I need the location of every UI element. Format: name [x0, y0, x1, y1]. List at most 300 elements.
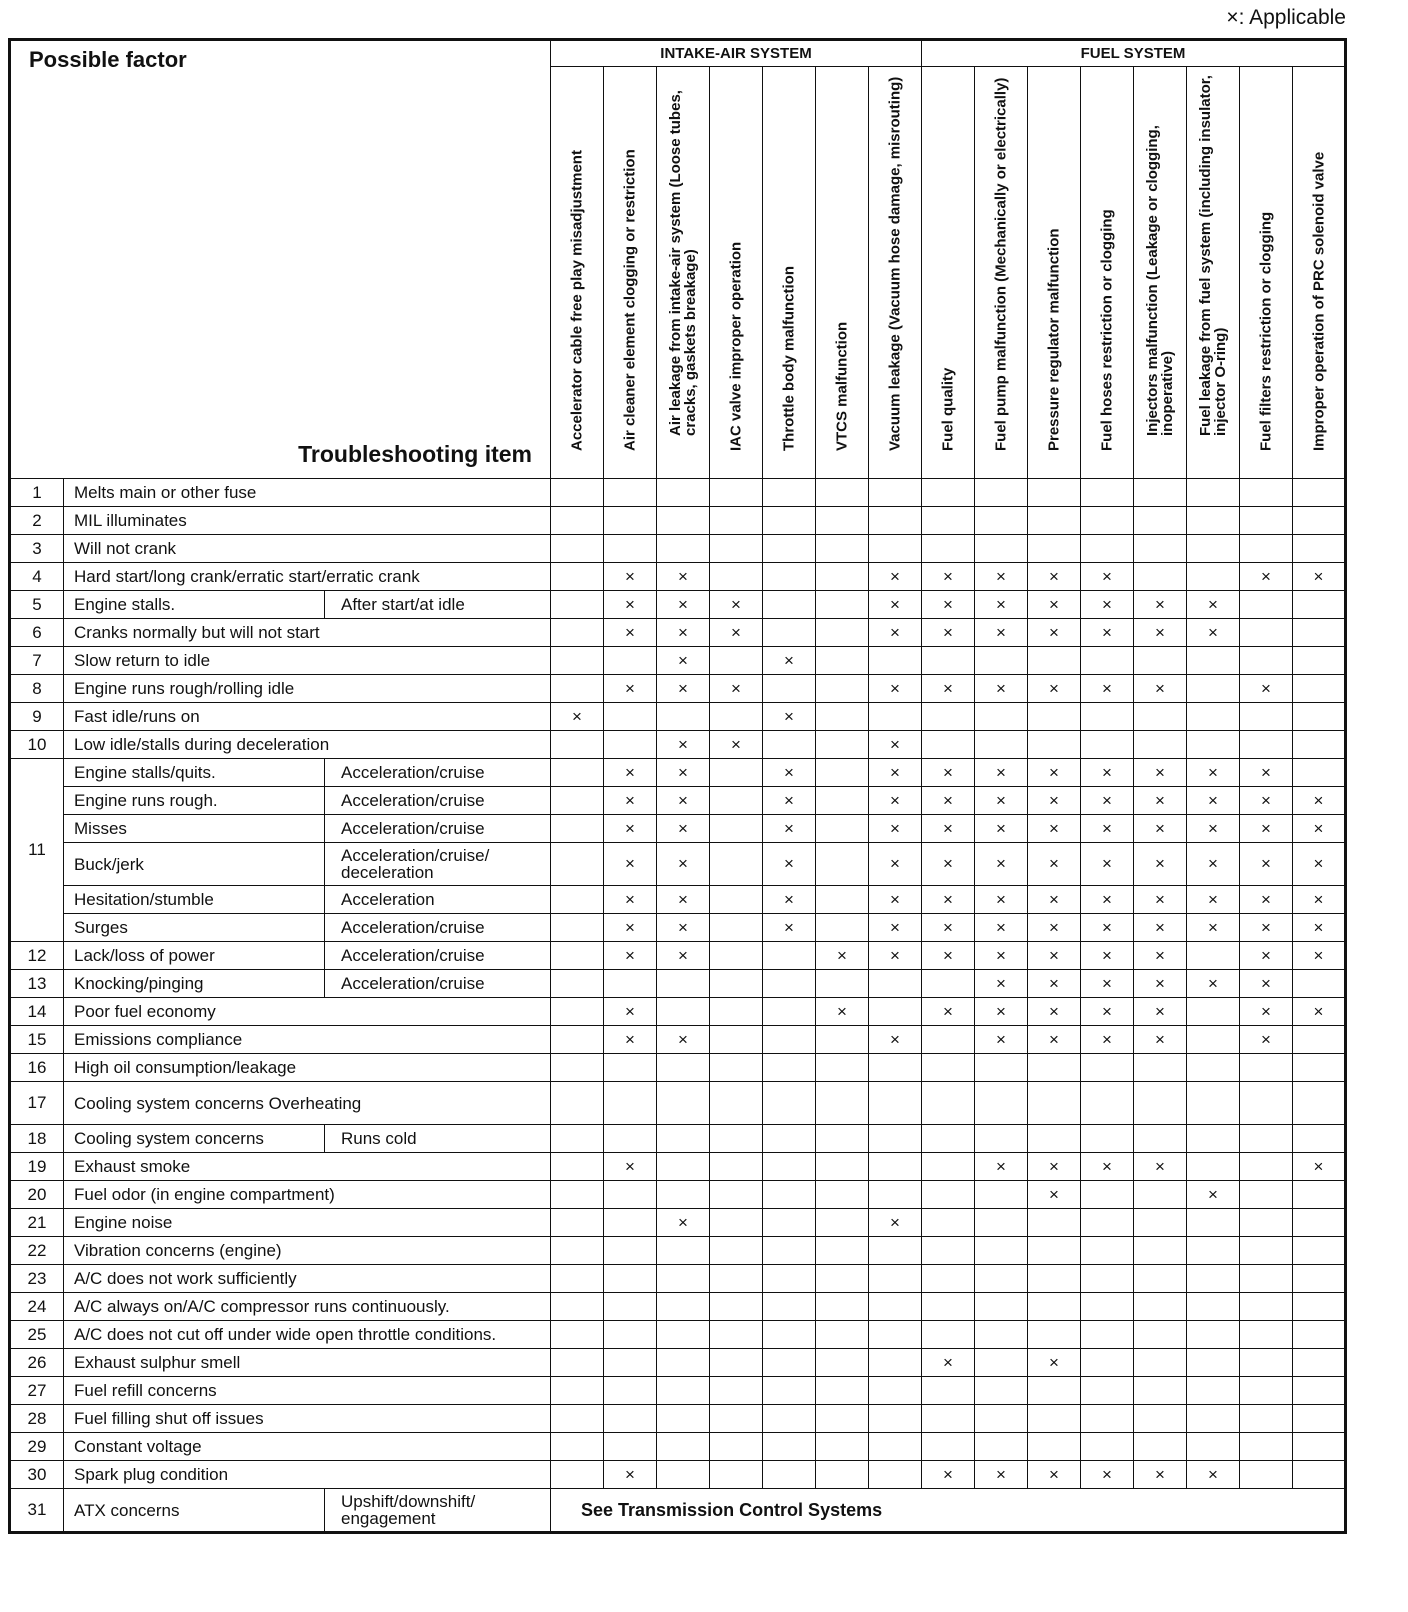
legend-applicable: ×: Applicable: [1226, 6, 1346, 29]
factor-label: Injectors malfunction (Leakage or clogging, inoperative): [1144, 125, 1176, 436]
empty-cell: [763, 535, 816, 563]
empty-cell: [922, 507, 975, 535]
applicable-mark: ×: [1293, 815, 1346, 843]
applicable-mark: ×: [1028, 1461, 1081, 1489]
factor-label: Fuel pump malfunction (Mechanically or electrically): [992, 77, 1010, 451]
empty-cell: [816, 1377, 869, 1405]
empty-cell: [816, 1125, 869, 1153]
empty-cell: [1240, 1054, 1293, 1082]
applicable-mark: ×: [975, 563, 1028, 591]
applicable-mark: ×: [763, 647, 816, 675]
empty-cell: [975, 1082, 1028, 1125]
applicable-mark: ×: [1134, 1153, 1187, 1181]
empty-cell: [710, 1405, 763, 1433]
applicable-mark: ×: [816, 998, 869, 1026]
empty-cell: [551, 1461, 604, 1489]
factor-label: Fuel quality: [939, 367, 957, 451]
empty-cell: [1134, 507, 1187, 535]
applicable-mark: ×: [604, 563, 657, 591]
empty-cell: [657, 507, 710, 535]
table-row: [10, 998, 1346, 1026]
empty-cell: [1187, 703, 1240, 731]
empty-cell: [763, 1153, 816, 1181]
applicable-mark: ×: [1240, 914, 1293, 942]
empty-cell: [1081, 1237, 1134, 1265]
row-number: 4: [10, 563, 64, 591]
empty-cell: [604, 1265, 657, 1293]
empty-cell: [869, 1237, 922, 1265]
applicable-mark: ×: [975, 815, 1028, 843]
applicable-mark: ×: [869, 563, 922, 591]
empty-cell: [975, 1125, 1028, 1153]
applicable-mark: ×: [1028, 970, 1081, 998]
empty-cell: [816, 1054, 869, 1082]
empty-cell: [657, 1082, 710, 1125]
empty-cell: [604, 1237, 657, 1265]
empty-cell: [763, 1349, 816, 1377]
applicable-mark: ×: [604, 998, 657, 1026]
empty-cell: [816, 970, 869, 998]
empty-cell: [1187, 1265, 1240, 1293]
empty-cell: [1081, 1125, 1134, 1153]
row-number: 15: [10, 1026, 64, 1054]
factor-column-header: [1187, 67, 1240, 479]
empty-cell: [1293, 1461, 1346, 1489]
empty-cell: [816, 479, 869, 507]
applicable-mark: ×: [1187, 591, 1240, 619]
applicable-mark: ×: [1081, 759, 1134, 787]
table-row: [10, 815, 1346, 843]
troubleshooting-item: Cooling system concerns: [64, 1125, 325, 1153]
factor-label: Vacuum leakage (Vacuum hose damage, misrouting): [886, 76, 904, 451]
applicable-mark: ×: [657, 815, 710, 843]
table-row: [10, 647, 1346, 675]
table-row: [10, 1054, 1346, 1082]
applicable-mark: ×: [657, 675, 710, 703]
applicable-mark: ×: [1240, 563, 1293, 591]
applicable-mark: ×: [657, 563, 710, 591]
troubleshooting-item: Misses: [64, 815, 325, 843]
empty-cell: [1293, 703, 1346, 731]
empty-cell: [1293, 619, 1346, 647]
empty-cell: [922, 479, 975, 507]
empty-cell: [869, 1377, 922, 1405]
empty-cell: [657, 998, 710, 1026]
empty-cell: [763, 1321, 816, 1349]
applicable-mark: ×: [1028, 998, 1081, 1026]
factor-label: Air cleaner element clogging or restriction: [621, 149, 639, 451]
empty-cell: [710, 787, 763, 815]
empty-cell: [1081, 1433, 1134, 1461]
empty-cell: [710, 647, 763, 675]
empty-cell: [763, 479, 816, 507]
empty-cell: [1187, 1209, 1240, 1237]
empty-cell: [816, 647, 869, 675]
empty-cell: [710, 1153, 763, 1181]
empty-cell: [975, 479, 1028, 507]
applicable-mark: ×: [1081, 970, 1134, 998]
row-number: 7: [10, 647, 64, 675]
row-number: 21: [10, 1209, 64, 1237]
empty-cell: [1240, 647, 1293, 675]
applicable-mark: ×: [1187, 1181, 1240, 1209]
empty-cell: [1187, 1405, 1240, 1433]
applicable-mark: ×: [657, 914, 710, 942]
empty-cell: [657, 1461, 710, 1489]
applicable-mark: ×: [1028, 1181, 1081, 1209]
empty-cell: [975, 1293, 1028, 1321]
table-row: [10, 1181, 1346, 1209]
empty-cell: [1187, 1125, 1240, 1153]
applicable-mark: ×: [1081, 787, 1134, 815]
factor-column-header: [1081, 67, 1134, 479]
table-row: [10, 479, 1346, 507]
empty-cell: [1187, 731, 1240, 759]
empty-cell: [816, 1405, 869, 1433]
applicable-mark: ×: [1028, 1026, 1081, 1054]
applicable-mark: ×: [1028, 942, 1081, 970]
empty-cell: [1187, 1026, 1240, 1054]
empty-cell: [604, 731, 657, 759]
factor-label: Fuel leakage from fuel system (including insulator, injector O-ring): [1197, 75, 1229, 436]
empty-cell: [1134, 1405, 1187, 1433]
empty-cell: [975, 507, 1028, 535]
applicable-mark: ×: [1134, 619, 1187, 647]
empty-cell: [1240, 731, 1293, 759]
empty-cell: [551, 1054, 604, 1082]
empty-cell: [816, 1181, 869, 1209]
applicable-mark: ×: [975, 970, 1028, 998]
empty-cell: [1293, 1293, 1346, 1321]
troubleshooting-item: Hesitation/stumble: [64, 886, 325, 914]
empty-cell: [551, 759, 604, 787]
row-number: 12: [10, 942, 64, 970]
empty-cell: [1081, 1209, 1134, 1237]
applicable-mark: ×: [816, 942, 869, 970]
applicable-mark: ×: [763, 703, 816, 731]
empty-cell: [1240, 1433, 1293, 1461]
applicable-mark: ×: [1081, 914, 1134, 942]
empty-cell: [1293, 647, 1346, 675]
applicable-mark: ×: [1293, 1153, 1346, 1181]
empty-cell: [1187, 1082, 1240, 1125]
item-condition: Upshift/downshift/ engagement: [325, 1489, 551, 1533]
empty-cell: [816, 1265, 869, 1293]
empty-cell: [1240, 619, 1293, 647]
empty-cell: [1081, 535, 1134, 563]
empty-cell: [816, 914, 869, 942]
empty-cell: [1293, 591, 1346, 619]
empty-cell: [710, 507, 763, 535]
row-number: 9: [10, 703, 64, 731]
empty-cell: [922, 1265, 975, 1293]
troubleshooting-item: Constant voltage: [64, 1433, 551, 1461]
empty-cell: [551, 1293, 604, 1321]
empty-cell: [1293, 1082, 1346, 1125]
empty-cell: [551, 970, 604, 998]
factor-column-header: [551, 67, 604, 479]
applicable-mark: ×: [922, 591, 975, 619]
applicable-mark: ×: [1240, 843, 1293, 886]
empty-cell: [1240, 591, 1293, 619]
empty-cell: [604, 1405, 657, 1433]
empty-cell: [657, 1125, 710, 1153]
row-number: 3: [10, 535, 64, 563]
empty-cell: [975, 647, 1028, 675]
empty-cell: [1240, 1125, 1293, 1153]
empty-cell: [657, 1054, 710, 1082]
troubleshooting-item: Engine noise: [64, 1209, 551, 1237]
empty-cell: [1081, 1377, 1134, 1405]
troubleshooting-item: Surges: [64, 914, 325, 942]
factor-label: Fuel hoses restriction or clogging: [1098, 209, 1116, 451]
empty-cell: [763, 1181, 816, 1209]
applicable-mark: ×: [869, 591, 922, 619]
applicable-mark: ×: [604, 886, 657, 914]
applicable-mark: ×: [1293, 563, 1346, 591]
applicable-mark: ×: [1134, 998, 1187, 1026]
empty-cell: [1187, 1293, 1240, 1321]
applicable-mark: ×: [1134, 942, 1187, 970]
empty-cell: [1134, 703, 1187, 731]
empty-cell: [1293, 1054, 1346, 1082]
empty-cell: [869, 1293, 922, 1321]
empty-cell: [763, 1237, 816, 1265]
table-row: [10, 535, 1346, 563]
empty-cell: [1293, 970, 1346, 998]
applicable-mark: ×: [1028, 914, 1081, 942]
factor-column-header: [604, 67, 657, 479]
empty-cell: [869, 1265, 922, 1293]
empty-cell: [1081, 1293, 1134, 1321]
applicable-mark: ×: [975, 1026, 1028, 1054]
empty-cell: [869, 1405, 922, 1433]
empty-cell: [869, 1054, 922, 1082]
empty-cell: [1134, 1321, 1187, 1349]
empty-cell: [1293, 1125, 1346, 1153]
troubleshooting-item: A/C does not work sufficiently: [64, 1265, 551, 1293]
empty-cell: [763, 1433, 816, 1461]
empty-cell: [763, 1125, 816, 1153]
table-row: [10, 787, 1346, 815]
empty-cell: [710, 970, 763, 998]
troubleshooting-item: Spark plug condition: [64, 1461, 551, 1489]
empty-cell: [604, 703, 657, 731]
empty-cell: [1134, 1293, 1187, 1321]
applicable-mark: ×: [1134, 815, 1187, 843]
row-number: 22: [10, 1237, 64, 1265]
empty-cell: [1240, 479, 1293, 507]
troubleshooting-item: Knocking/pinging: [64, 970, 325, 998]
troubleshooting-item: Fast idle/runs on: [64, 703, 551, 731]
applicable-mark: ×: [869, 787, 922, 815]
applicable-mark: ×: [1240, 675, 1293, 703]
applicable-mark: ×: [657, 1209, 710, 1237]
applicable-mark: ×: [975, 619, 1028, 647]
applicable-mark: ×: [1028, 886, 1081, 914]
empty-cell: [922, 647, 975, 675]
empty-cell: [1293, 1377, 1346, 1405]
empty-cell: [1240, 1321, 1293, 1349]
applicable-mark: ×: [1240, 970, 1293, 998]
table-row: [10, 970, 1346, 998]
table-row: [10, 1321, 1346, 1349]
empty-cell: [710, 535, 763, 563]
empty-cell: [710, 1265, 763, 1293]
applicable-mark: ×: [869, 1026, 922, 1054]
troubleshooting-item: Exhaust smoke: [64, 1153, 551, 1181]
applicable-mark: ×: [1028, 759, 1081, 787]
applicable-mark: ×: [763, 759, 816, 787]
empty-cell: [1187, 1237, 1240, 1265]
applicable-mark: ×: [657, 759, 710, 787]
empty-cell: [763, 563, 816, 591]
empty-cell: [1134, 1209, 1187, 1237]
empty-cell: [869, 970, 922, 998]
empty-cell: [551, 815, 604, 843]
empty-cell: [657, 479, 710, 507]
applicable-mark: ×: [657, 886, 710, 914]
empty-cell: [975, 1209, 1028, 1237]
empty-cell: [657, 1153, 710, 1181]
empty-cell: [710, 815, 763, 843]
empty-cell: [1081, 1405, 1134, 1433]
empty-cell: [710, 1321, 763, 1349]
applicable-mark: ×: [1240, 1026, 1293, 1054]
empty-cell: [710, 998, 763, 1026]
applicable-mark: ×: [657, 647, 710, 675]
empty-cell: [763, 731, 816, 759]
empty-cell: [922, 1054, 975, 1082]
table-row: [10, 507, 1346, 535]
empty-cell: [1240, 535, 1293, 563]
applicable-mark: ×: [1081, 619, 1134, 647]
factor-column-header: [763, 67, 816, 479]
empty-cell: [551, 1405, 604, 1433]
empty-cell: [551, 1265, 604, 1293]
applicable-mark: ×: [657, 843, 710, 886]
empty-cell: [816, 675, 869, 703]
applicable-mark: ×: [1240, 759, 1293, 787]
empty-cell: [922, 1433, 975, 1461]
table-row: [10, 942, 1346, 970]
empty-cell: [869, 1349, 922, 1377]
empty-cell: [1081, 1349, 1134, 1377]
empty-cell: [551, 914, 604, 942]
applicable-mark: ×: [975, 1461, 1028, 1489]
empty-cell: [763, 1209, 816, 1237]
empty-cell: [816, 507, 869, 535]
applicable-mark: ×: [604, 914, 657, 942]
empty-cell: [710, 1377, 763, 1405]
applicable-mark: ×: [1240, 886, 1293, 914]
troubleshooting-item: Cooling system concerns Overheating: [64, 1082, 551, 1125]
empty-cell: [816, 591, 869, 619]
table-row: [10, 914, 1346, 942]
empty-cell: [1134, 1082, 1187, 1125]
empty-cell: [551, 619, 604, 647]
troubleshooting-item: Exhaust sulphur smell: [64, 1349, 551, 1377]
applicable-mark: ×: [1081, 591, 1134, 619]
empty-cell: [922, 535, 975, 563]
applicable-mark: ×: [869, 815, 922, 843]
empty-cell: [922, 1026, 975, 1054]
empty-cell: [657, 1293, 710, 1321]
empty-cell: [763, 1461, 816, 1489]
troubleshooting-item: Engine runs rough/rolling idle: [64, 675, 551, 703]
row-number: 29: [10, 1433, 64, 1461]
empty-cell: [710, 1461, 763, 1489]
system-header-fuel: FUEL SYSTEM: [922, 40, 1346, 67]
factor-label: VTCS malfunction: [833, 321, 851, 451]
empty-cell: [710, 1026, 763, 1054]
empty-cell: [763, 1054, 816, 1082]
empty-cell: [657, 1181, 710, 1209]
applicable-mark: ×: [1028, 675, 1081, 703]
empty-cell: [922, 1209, 975, 1237]
empty-cell: [922, 1377, 975, 1405]
empty-cell: [710, 914, 763, 942]
empty-cell: [1028, 1265, 1081, 1293]
empty-cell: [604, 1209, 657, 1237]
table-row: [10, 1461, 1346, 1489]
applicable-mark: ×: [869, 731, 922, 759]
empty-cell: [551, 1237, 604, 1265]
empty-cell: [1187, 675, 1240, 703]
empty-cell: [1134, 563, 1187, 591]
applicable-mark: ×: [922, 886, 975, 914]
applicable-mark: ×: [1081, 563, 1134, 591]
table-row: [10, 1026, 1346, 1054]
empty-cell: [1134, 1265, 1187, 1293]
applicable-mark: ×: [1187, 787, 1240, 815]
applicable-mark: ×: [922, 619, 975, 647]
table-row: [10, 1405, 1346, 1433]
empty-cell: [710, 1082, 763, 1125]
empty-cell: [551, 535, 604, 563]
applicable-mark: ×: [1081, 1026, 1134, 1054]
empty-cell: [604, 507, 657, 535]
empty-cell: [763, 619, 816, 647]
applicable-mark: ×: [1028, 843, 1081, 886]
table-row: [10, 1349, 1346, 1377]
troubleshooting-item: Slow return to idle: [64, 647, 551, 675]
empty-cell: [1240, 1181, 1293, 1209]
empty-cell: [604, 647, 657, 675]
empty-cell: [1028, 1209, 1081, 1237]
troubleshooting-item-label: Troubleshooting item: [298, 441, 532, 467]
empty-cell: [816, 1153, 869, 1181]
empty-cell: [763, 591, 816, 619]
troubleshooting-item: Melts main or other fuse: [64, 479, 551, 507]
applicable-mark: ×: [1293, 942, 1346, 970]
applicable-mark: ×: [1134, 843, 1187, 886]
empty-cell: [1293, 479, 1346, 507]
applicable-mark: ×: [1028, 619, 1081, 647]
applicable-mark: ×: [922, 787, 975, 815]
empty-cell: [1028, 1082, 1081, 1125]
empty-cell: [604, 1293, 657, 1321]
applicable-mark: ×: [604, 675, 657, 703]
empty-cell: [1028, 535, 1081, 563]
applicable-mark: ×: [922, 998, 975, 1026]
empty-cell: [922, 1082, 975, 1125]
troubleshooting-item: MIL illuminates: [64, 507, 551, 535]
factor-column-header: [657, 67, 710, 479]
applicable-mark: ×: [657, 619, 710, 647]
applicable-mark: ×: [1081, 815, 1134, 843]
row-number: 17: [10, 1082, 64, 1125]
